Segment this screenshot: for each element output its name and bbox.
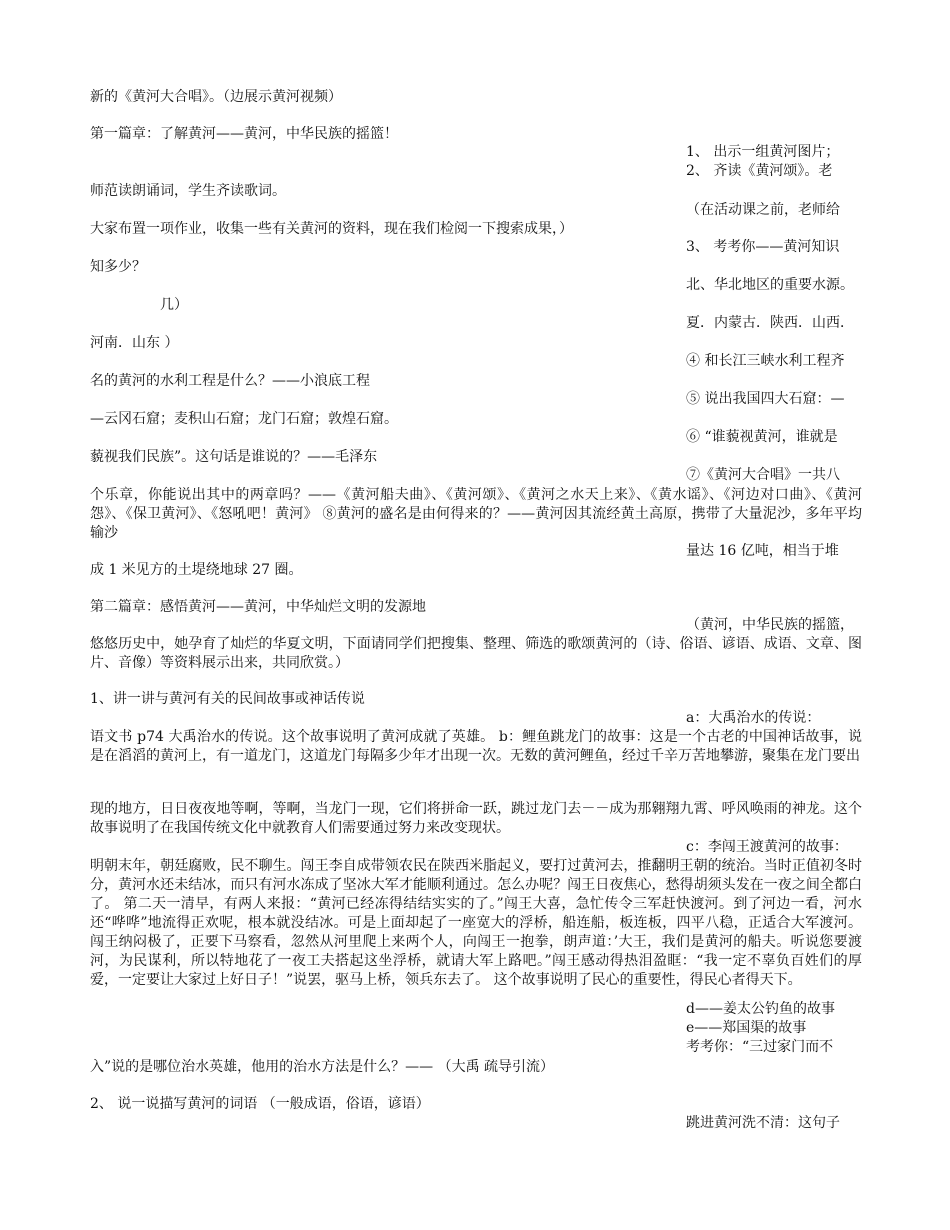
- text-line: 入”说的是哪位治水英雄，他用的治水方法是什么？—— （大禹 疏导引流）: [90, 1059, 555, 1075]
- text-line: d——姜太公钓鱼的故事: [686, 1001, 835, 1017]
- paragraph: 悠悠历史中，她孕育了灿烂的华夏文明，下面请同学们把搜集、整理、筛选的歌颂黄河的（诗、俗语、谚语、成语、文章、图片、音像）等资料展示出来，共同欣赏。）: [90, 636, 862, 671]
- paragraph: 明朝末年，朝廷腐败，民不聊生。闯王李自成带领农民在陕西米脂起义，要打过黄河去，推翻明王朝的统治。当时正值初冬时分，黄河水还未结冰，而只有河水冻成了坚冰大军才能顺利通过。怎么办呢？闯王日夜焦心，愁得胡须头发在一夜之间全都白了。 第二天一清早，有两人来报：“黄河已经冻得结结实实的了。”闯王大喜，急忙传令三军赶快渡河。到了河边一看，河水还“哗哗”地流得正欢呢，根本就没结冰。可是上面却起了一座宽大的浮桥，船连船，板连板，四平八稳，正适合大军渡河。 闯王纳闷极了，正要下马察看，忽然从河里爬上来两个人，向闯王一抱拳，朗声道：’大王，我们是黄河的船夫。听说您要渡河，为民谋利，所以特地花了一夜工夫搭起这坐浮桥，就请大军上路吧。”闯王感动得热泪盈眶：“我一定不辜负百姓们的厚爱，一定要让大家过上好日子！”说罢，驱马上桥，领兵东去了。 这个故事说明了民心的重要性，得民心者得天下。: [90, 858, 862, 988]
- list-item: 3、 考考你——黄河知识: [686, 239, 840, 255]
- text-line: （黄河，中华民族的摇篮，: [686, 617, 854, 633]
- text-line: 几）: [160, 297, 188, 313]
- text-line: —云冈石窟；麦积山石窟；龙门石窟；敦煌石窟。: [90, 411, 398, 427]
- text-line: 知多少？: [90, 259, 146, 275]
- list-item: 2、 齐读《黄河颂》。老: [686, 163, 833, 179]
- text-line: 河南．山东 ）: [90, 335, 179, 351]
- text-line: c：李闯王渡黄河的故事：: [686, 839, 848, 855]
- paragraph: 语文书 p74 大禹治水的传说。这个故事说明了黄河成就了英雄。 b：鲤鱼跳龙门的故事：这是一个古老的中国神话故事，说是在滔滔的黄河上，有一道龙门，这道龙门每隔多少年才出现一次。无数的黄河鲤鱼，经过千辛万苦地攀游，聚集在龙门要出: [90, 729, 862, 764]
- text-line: ⑥ “谁藐视黄河，谁就是: [686, 429, 838, 445]
- text-line: 藐视我们民族”。这句话是谁说的？——毛泽东: [90, 449, 378, 465]
- text-line: （在活动课之前，老师给: [686, 202, 840, 218]
- list-item: 2、 说一说描写黄河的词语 （一般成语，俗语，谚语）: [90, 1096, 430, 1112]
- text-line: 名的黄河的水利工程是什么？——小浪底工程: [90, 373, 370, 389]
- paragraph: 个乐章，你能说出其中的两章吗？——《黄河船夫曲》、《黄河颂》、《黄河之水天上来》、《黄水谣》、《河边对口曲》、《黄河怨》、《保卫黄河》、《怒吼吧！黄河》 ⑧黄河的盛名是由何得来的？——黄河因其流经黄土高原，携带了大量泥沙，多年平均输沙: [90, 487, 862, 541]
- text-line: e——郑国渠的故事: [686, 1020, 807, 1036]
- text-line: ④ 和长江三峡水利工程齐: [686, 353, 845, 369]
- text-line: 新的《黄河大合唱》。（边展示黄河视频）: [90, 89, 342, 105]
- text-line: 成 1 米见方的土堤绕地球 27 圈。: [90, 562, 303, 578]
- text-line: ⑦《黄河大合唱》一共八: [686, 467, 840, 483]
- text-line: 跳进黄河洗不清：这句子: [686, 1115, 840, 1131]
- list-item: 1、讲一讲与黄河有关的民间故事或神话传说: [90, 691, 365, 707]
- text-line: 考考你：“三过家门而不: [686, 1039, 834, 1055]
- text-line: a：大禹治水的传说：: [686, 710, 821, 726]
- text-line: 夏．内蒙古．陕西．山西．: [686, 315, 854, 331]
- text-line: 量达 16 亿吨，相当于堆: [686, 543, 839, 559]
- paragraph: 现的地方，日日夜夜地等啊，等啊，当龙门一现，它们将拼命一跃，跳过龙门去－－成为那翱翔九霄、呼风唤雨的神龙。这个故事说明了在我国传统文化中就教育人们需要通过努力来改变现状。: [90, 801, 862, 836]
- section-heading: 第二篇章：感悟黄河——黄河，中华灿烂文明的发源地: [90, 599, 426, 615]
- text-line: 大家布置一项作业，收集一些有关黄河的资料，现在我们检阅一下搜索成果，）: [90, 221, 573, 237]
- text-line: 师范读朗诵词，学生齐读歌词。: [90, 183, 286, 199]
- text-line: ⑤ 说出我国四大石窟：—: [686, 391, 845, 407]
- section-heading: 第一篇章：了解黄河——黄河，中华民族的摇篮！: [90, 126, 398, 142]
- text-line: 北、华北地区的重要水源。: [686, 277, 854, 293]
- list-item: 1、 出示一组黄河图片；: [686, 144, 840, 160]
